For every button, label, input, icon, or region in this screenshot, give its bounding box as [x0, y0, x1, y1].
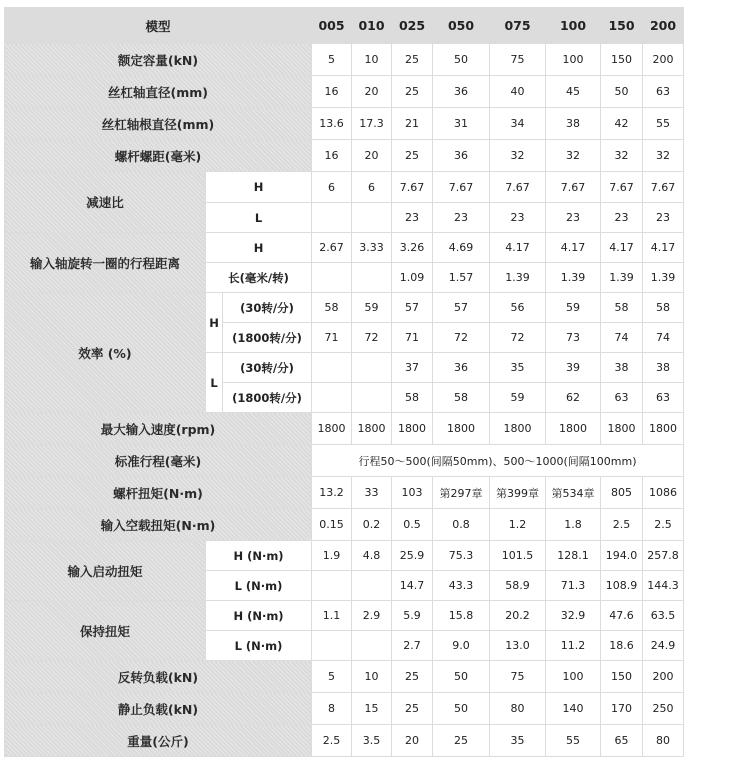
no_load_torque-value: 0.2: [352, 509, 392, 541]
travel_per_rev-label: 输入轴旋转一圈的行程距离: [5, 233, 206, 293]
rated_capacity-value: 50: [433, 44, 490, 76]
screw_root_diameter-value: 55: [643, 108, 684, 140]
screw_root_diameter-value: 31: [433, 108, 490, 140]
holding_torque-l-value: [312, 631, 352, 661]
reduction_ratio-h-value: 6: [352, 172, 392, 203]
max_input_speed-value: 1800: [601, 413, 643, 445]
holding_torque-h-value: 5.9: [392, 601, 433, 631]
no_load_torque-label: 输入空载扭矩(N·m): [5, 509, 312, 541]
efficiency-h1800-value: 74: [643, 323, 684, 353]
efficiency-l30-value: 39: [546, 353, 601, 383]
efficiency-l1800-value: [312, 383, 352, 413]
max_input_speed-value: 1800: [490, 413, 546, 445]
starting_torque-l-value: 58.9: [490, 571, 546, 601]
starting_torque-h-value: 257.8: [643, 541, 684, 571]
efficiency-l-group: L: [206, 353, 223, 413]
efficiency-h1800-value: 72: [352, 323, 392, 353]
efficiency-l1800-value: 58: [392, 383, 433, 413]
holding_torque-l-value: 11.2: [546, 631, 601, 661]
screw_torque-value: 1086: [643, 477, 684, 509]
weight-value: 65: [601, 725, 643, 757]
reverse_load-value: 25: [392, 661, 433, 693]
max_input_speed-row: [5, 413, 684, 445]
starting_torque-l-value: 71.3: [546, 571, 601, 601]
holding_torque-l-value: 13.0: [490, 631, 546, 661]
efficiency-l30-value: 38: [643, 353, 684, 383]
holding_torque-l-label: L (N·m): [206, 631, 312, 661]
travel_per_rev-h-value: 2.67: [312, 233, 352, 263]
travel_per_rev-l-value: 1.39: [490, 263, 546, 293]
screw_pitch-value: 32: [601, 140, 643, 172]
efficiency-l1800-value: [352, 383, 392, 413]
efficiency-l30-value: [352, 353, 392, 383]
travel_per_rev-h-row: [5, 233, 684, 263]
model-code-header: 005: [312, 8, 352, 44]
travel_per_rev-l-value: 1.57: [433, 263, 490, 293]
screw_torque-value: 第534章: [546, 477, 601, 509]
starting_torque-h-value: 75.3: [433, 541, 490, 571]
starting_torque-l-value: [352, 571, 392, 601]
reverse_load-value: 10: [352, 661, 392, 693]
reduction_ratio-h-value: 7.67: [643, 172, 684, 203]
no_load_torque-row: [5, 509, 684, 541]
model-code-header: 075: [490, 8, 546, 44]
static_load-label: 静止负载(kN): [5, 693, 312, 725]
static_load-value: 170: [601, 693, 643, 725]
screw_torque-value: 13.2: [312, 477, 352, 509]
no_load_torque-value: 0.5: [392, 509, 433, 541]
model-code-header: 010: [352, 8, 392, 44]
travel_per_rev-h-label: H: [206, 233, 312, 263]
screw_torque-row: [5, 477, 684, 509]
efficiency-h30-value: 57: [392, 293, 433, 323]
efficiency-h30-value: 59: [546, 293, 601, 323]
starting_torque-h-value: 194.0: [601, 541, 643, 571]
efficiency-speed-30: (30转/分): [223, 353, 312, 383]
starting_torque-h-row: [5, 541, 684, 571]
efficiency-h1800-value: 72: [433, 323, 490, 353]
starting_torque-h-value: 25.9: [392, 541, 433, 571]
weight-value: 25: [433, 725, 490, 757]
static_load-value: 250: [643, 693, 684, 725]
efficiency-h30-value: 58: [643, 293, 684, 323]
holding_torque-h-value: 47.6: [601, 601, 643, 631]
travel_per_rev-l-value: 1.39: [643, 263, 684, 293]
weight-value: 2.5: [312, 725, 352, 757]
screw_diameter-value: 63: [643, 76, 684, 108]
starting_torque-h-value: 4.8: [352, 541, 392, 571]
standard-stroke-value: 行程50～500(间隔50mm)、500～1000(间隔100mm): [312, 445, 684, 477]
efficiency-l1800-value: 59: [490, 383, 546, 413]
starting_torque-l-value: 108.9: [601, 571, 643, 601]
reduction_ratio-l-value: 23: [490, 203, 546, 233]
screw_pitch-value: 32: [490, 140, 546, 172]
screw_torque-value: 805: [601, 477, 643, 509]
starting_torque-label: 输入启动扭矩: [5, 541, 206, 601]
travel_per_rev-l-label: 长(毫米/转): [206, 263, 312, 293]
holding_torque-label: 保持扭矩: [5, 601, 206, 661]
max_input_speed-value: 1800: [433, 413, 490, 445]
holding_torque-l-value: 18.6: [601, 631, 643, 661]
weight-row: [5, 725, 684, 757]
screw_torque-value: 第399章: [490, 477, 546, 509]
reverse_load-label: 反转负载(kN): [5, 661, 312, 693]
weight-value: 55: [546, 725, 601, 757]
holding_torque-l-value: [352, 631, 392, 661]
screw_pitch-value: 32: [546, 140, 601, 172]
reduction_ratio-h-value: 7.67: [433, 172, 490, 203]
standard-stroke-row: [5, 445, 684, 477]
holding_torque-h-value: 2.9: [352, 601, 392, 631]
efficiency-h30-row: [5, 293, 684, 323]
reduction_ratio-h-value: 6: [312, 172, 352, 203]
screw_diameter-value: 16: [312, 76, 352, 108]
reduction_ratio-l-value: 23: [601, 203, 643, 233]
efficiency-speed-1800: (1800转/分): [223, 383, 312, 413]
efficiency-l30-value: 36: [433, 353, 490, 383]
screw_pitch-value: 16: [312, 140, 352, 172]
model-code-header: 050: [433, 8, 490, 44]
screw_root_diameter-value: 21: [392, 108, 433, 140]
reduction_ratio-h-row: [5, 172, 684, 203]
model-code-header: 200: [643, 8, 684, 44]
standard-stroke-label: 标准行程(毫米): [5, 445, 312, 477]
spec-table: [4, 7, 684, 757]
max_input_speed-label: 最大输入速度(rpm): [5, 413, 312, 445]
weight-value: 35: [490, 725, 546, 757]
efficiency-speed-1800: (1800转/分): [223, 323, 312, 353]
rated_capacity-value: 75: [490, 44, 546, 76]
screw_diameter-value: 36: [433, 76, 490, 108]
travel_per_rev-l-value: 1.39: [546, 263, 601, 293]
travel_per_rev-h-value: 3.33: [352, 233, 392, 263]
reduction_ratio-l-value: 23: [643, 203, 684, 233]
screw_diameter-value: 20: [352, 76, 392, 108]
screw_diameter-value: 25: [392, 76, 433, 108]
static_load-value: 25: [392, 693, 433, 725]
travel_per_rev-h-value: 4.17: [643, 233, 684, 263]
rated_capacity-value: 150: [601, 44, 643, 76]
efficiency-h1800-value: 74: [601, 323, 643, 353]
static_load-value: 50: [433, 693, 490, 725]
reduction_ratio-h-value: 7.67: [601, 172, 643, 203]
travel_per_rev-h-value: 4.69: [433, 233, 490, 263]
screw_torque-value: 第297章: [433, 477, 490, 509]
efficiency-l30-value: 37: [392, 353, 433, 383]
starting_torque-l-label: L (N·m): [206, 571, 312, 601]
screw_root_diameter-value: 38: [546, 108, 601, 140]
efficiency-l30-value: [312, 353, 352, 383]
holding_torque-h-value: 20.2: [490, 601, 546, 631]
reduction_ratio-h-value: 7.67: [546, 172, 601, 203]
reverse_load-value: 200: [643, 661, 684, 693]
reduction_ratio-l-value: 23: [546, 203, 601, 233]
weight-value: 20: [392, 725, 433, 757]
reverse_load-value: 100: [546, 661, 601, 693]
reduction_ratio-label: 减速比: [5, 172, 206, 233]
efficiency-h1800-value: 71: [312, 323, 352, 353]
efficiency-l1800-value: 63: [601, 383, 643, 413]
holding_torque-l-value: 9.0: [433, 631, 490, 661]
travel_per_rev-l-value: [352, 263, 392, 293]
starting_torque-l-value: 14.7: [392, 571, 433, 601]
max_input_speed-value: 1800: [352, 413, 392, 445]
screw_pitch-label: 螺杆螺距(毫米): [5, 140, 312, 172]
screw_root_diameter-value: 42: [601, 108, 643, 140]
starting_torque-h-value: 101.5: [490, 541, 546, 571]
efficiency-h30-value: 58: [601, 293, 643, 323]
efficiency-label: 效率 (%): [5, 293, 206, 413]
holding_torque-l-value: 24.9: [643, 631, 684, 661]
static_load-value: 15: [352, 693, 392, 725]
reduction_ratio-l-value: 23: [433, 203, 490, 233]
rated_capacity-value: 25: [392, 44, 433, 76]
travel_per_rev-h-value: 3.26: [392, 233, 433, 263]
reverse_load-row: [5, 661, 684, 693]
screw_diameter-value: 50: [601, 76, 643, 108]
reduction_ratio-l-value: [352, 203, 392, 233]
screw_torque-label: 螺杆扭矩(N·m): [5, 477, 312, 509]
screw_root_diameter-row: [5, 108, 684, 140]
holding_torque-h-value: 15.8: [433, 601, 490, 631]
static_load-value: 8: [312, 693, 352, 725]
screw_diameter-label: 丝杠轴直径(mm): [5, 76, 312, 108]
reverse_load-value: 5: [312, 661, 352, 693]
no_load_torque-value: 0.8: [433, 509, 490, 541]
model-code-header: 150: [601, 8, 643, 44]
efficiency-h30-value: 56: [490, 293, 546, 323]
max_input_speed-value: 1800: [546, 413, 601, 445]
rated_capacity-value: 200: [643, 44, 684, 76]
max_input_speed-value: 1800: [392, 413, 433, 445]
reduction_ratio-l-value: 23: [392, 203, 433, 233]
screw_torque-value: 103: [392, 477, 433, 509]
efficiency-speed-30: (30转/分): [223, 293, 312, 323]
max_input_speed-value: 1800: [643, 413, 684, 445]
travel_per_rev-h-value: 4.17: [601, 233, 643, 263]
weight-value: 80: [643, 725, 684, 757]
static_load-row: [5, 693, 684, 725]
no_load_torque-value: 0.15: [312, 509, 352, 541]
efficiency-h-group: H: [206, 293, 223, 353]
starting_torque-h-value: 1.9: [312, 541, 352, 571]
screw_pitch-value: 20: [352, 140, 392, 172]
screw_diameter-row: [5, 76, 684, 108]
holding_torque-h-value: 32.9: [546, 601, 601, 631]
rated_capacity-value: 100: [546, 44, 601, 76]
efficiency-h1800-value: 72: [490, 323, 546, 353]
model-code-header: 100: [546, 8, 601, 44]
reverse_load-value: 150: [601, 661, 643, 693]
starting_torque-h-value: 128.1: [546, 541, 601, 571]
reduction_ratio-l-value: [312, 203, 352, 233]
holding_torque-h-label: H (N·m): [206, 601, 312, 631]
screw_pitch-row: [5, 140, 684, 172]
screw_root_diameter-label: 丝杠轴根直径(mm): [5, 108, 312, 140]
efficiency-l30-value: 35: [490, 353, 546, 383]
efficiency-h30-value: 57: [433, 293, 490, 323]
reverse_load-value: 75: [490, 661, 546, 693]
screw_root_diameter-value: 17.3: [352, 108, 392, 140]
efficiency-l30-value: 38: [601, 353, 643, 383]
rated_capacity-label: 额定容量(kN): [5, 44, 312, 76]
reduction_ratio-h-label: H: [206, 172, 312, 203]
rated_capacity-row: [5, 44, 684, 76]
starting_torque-l-value: 43.3: [433, 571, 490, 601]
holding_torque-h-row: [5, 601, 684, 631]
travel_per_rev-l-value: 1.09: [392, 263, 433, 293]
static_load-value: 140: [546, 693, 601, 725]
starting_torque-l-value: [312, 571, 352, 601]
screw_pitch-value: 36: [433, 140, 490, 172]
header-row: [5, 8, 684, 44]
screw_torque-value: 33: [352, 477, 392, 509]
no_load_torque-value: 2.5: [601, 509, 643, 541]
starting_torque-l-value: 144.3: [643, 571, 684, 601]
model-code-header: 025: [392, 8, 433, 44]
holding_torque-h-value: 1.1: [312, 601, 352, 631]
efficiency-h30-value: 58: [312, 293, 352, 323]
screw_root_diameter-value: 13.6: [312, 108, 352, 140]
screw_root_diameter-value: 34: [490, 108, 546, 140]
efficiency-l1800-value: 63: [643, 383, 684, 413]
starting_torque-h-label: H (N·m): [206, 541, 312, 571]
travel_per_rev-l-value: 1.39: [601, 263, 643, 293]
reduction_ratio-h-value: 7.67: [490, 172, 546, 203]
reduction_ratio-h-value: 7.67: [392, 172, 433, 203]
travel_per_rev-h-value: 4.17: [546, 233, 601, 263]
rated_capacity-value: 10: [352, 44, 392, 76]
screw_pitch-value: 32: [643, 140, 684, 172]
static_load-value: 80: [490, 693, 546, 725]
travel_per_rev-l-value: [312, 263, 352, 293]
max_input_speed-value: 1800: [312, 413, 352, 445]
weight-value: 3.5: [352, 725, 392, 757]
no_load_torque-value: 2.5: [643, 509, 684, 541]
efficiency-h1800-value: 71: [392, 323, 433, 353]
holding_torque-l-value: 2.7: [392, 631, 433, 661]
efficiency-h1800-value: 73: [546, 323, 601, 353]
screw_diameter-value: 40: [490, 76, 546, 108]
screw_diameter-value: 45: [546, 76, 601, 108]
screw_pitch-value: 25: [392, 140, 433, 172]
no_load_torque-value: 1.8: [546, 509, 601, 541]
holding_torque-h-value: 63.5: [643, 601, 684, 631]
weight-label: 重量(公斤): [5, 725, 312, 757]
rated_capacity-value: 5: [312, 44, 352, 76]
efficiency-h30-value: 59: [352, 293, 392, 323]
travel_per_rev-h-value: 4.17: [490, 233, 546, 263]
reverse_load-value: 50: [433, 661, 490, 693]
no_load_torque-value: 1.2: [490, 509, 546, 541]
efficiency-l1800-value: 62: [546, 383, 601, 413]
model-header: 模型: [5, 8, 312, 44]
reduction_ratio-l-label: L: [206, 203, 312, 233]
efficiency-l1800-value: 58: [433, 383, 490, 413]
